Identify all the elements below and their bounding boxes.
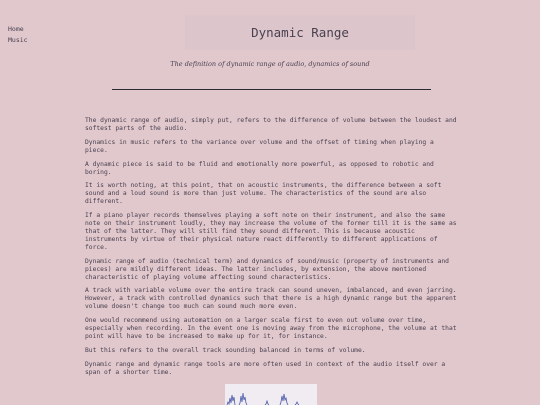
page-title-banner <box>185 15 415 50</box>
site-nav <box>8 24 28 46</box>
nav-link-music[interactable]: Music <box>8 36 28 44</box>
article-paragraph: Dynamic range of audio (technical term) and dynamics of sound/music (property of instruments and pieces) are mildly different ideas. The latter includes, by extension, the above mentioned characteristic of playing volume affecting sound characteristics. <box>85 257 449 281</box>
article-paragraph: The dynamic range of audio, simply put, refers to the difference of volume between the loudest and softest parts of the audio. <box>85 117 457 132</box>
article-paragraph: But this refers to the overall track sounding balanced in terms of volume. <box>85 346 366 354</box>
article-paragraph: One would recommend using automation on a larger scale first to even out volume over time, especially when recording. In the event one is moving away from the microphone, the volume at that point will have to be increased to make up for it, for instance. <box>85 317 457 340</box>
waveform-icon <box>225 384 317 405</box>
article-paragraph: It is worth noting, at this point, that on acoustic instruments, the difference between a soft sound and a loud sound is more than just volume. The characteristics of the sound are also different. <box>85 182 442 206</box>
waveform-figure <box>225 384 317 405</box>
article-paragraph: If a piano player records themselves playing a soft note on their instrument, and also the same note on their instrument loudly, they may increase the volume of the former till it is the same as that of the latter. They will still find they sound different. This is because acoustic instruments by virtue of their physical nature react differently to different applications of force. <box>85 212 457 251</box>
page-title: Dynamic Range <box>251 25 349 40</box>
article-paragraph: A track with variable volume over the entire track can sound uneven, imbalanced, and even jarring. However, a track with controlled dynamics such that there is a high dynamic range but the apparent volume doesn't change too much can sound much more even. <box>85 287 457 311</box>
page-subtitle: The definition of dynamic range of audio, dynamics of sound <box>170 60 370 68</box>
article-paragraph: A dynamic piece is said to be fluid and emotionally more powerful, as opposed to robotic and boring. <box>85 160 434 176</box>
article-paragraph: Dynamic range and dynamic range tools are more often used in context of the audio itself over a span of a shorter time. <box>85 360 446 376</box>
divider-line <box>112 89 431 90</box>
article-body <box>85 117 460 383</box>
nav-link-home[interactable]: Home <box>8 25 24 33</box>
article-paragraph: Dynamics in music refers to the variance over volume and the offset of timing when playing a piece. <box>85 138 434 154</box>
